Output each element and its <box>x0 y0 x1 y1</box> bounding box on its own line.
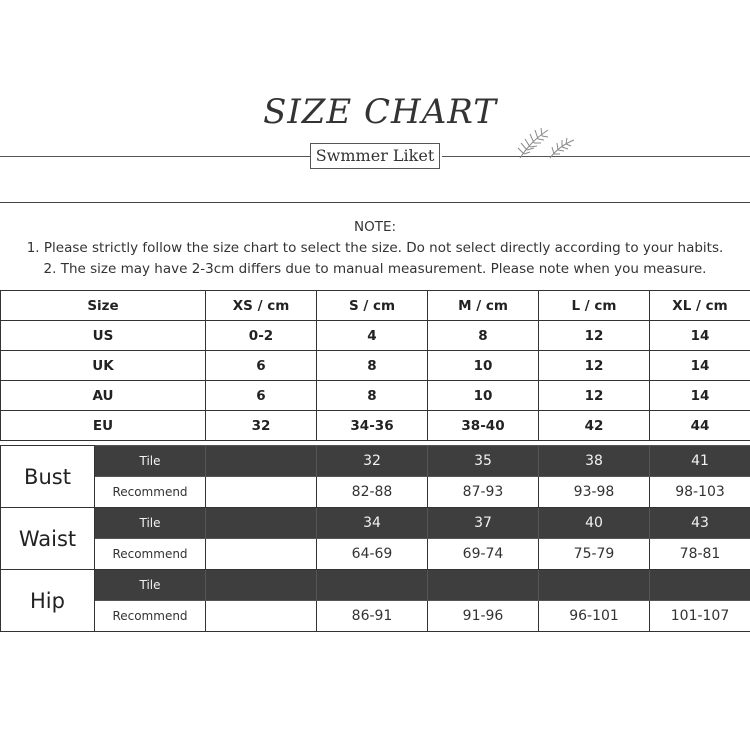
value-cell: 75-79 <box>539 539 650 570</box>
table-row <box>1 508 750 539</box>
body-part-label: Hip <box>1 570 95 632</box>
size-cell: 8 <box>428 321 539 351</box>
region-cell: EU <box>1 411 206 441</box>
note-heading: NOTE: <box>353 219 397 235</box>
value-cell <box>650 570 750 601</box>
size-cell: 12 <box>539 381 650 411</box>
table-row <box>1 477 750 508</box>
tile-label: Tile <box>95 446 206 477</box>
value-cell: 98-103 <box>650 477 750 508</box>
size-cell: 4 <box>317 321 428 351</box>
header-cell: L / cm <box>539 291 650 321</box>
size-cell: 42 <box>539 411 650 441</box>
value-cell <box>206 508 317 539</box>
value-cell <box>206 570 317 601</box>
value-cell: 38 <box>539 446 650 477</box>
header-cell: S / cm <box>317 291 428 321</box>
measurement-table <box>0 445 750 632</box>
size-conversion-body <box>0 290 750 441</box>
value-cell <box>206 539 317 570</box>
table-row <box>1 381 750 411</box>
size-cell: 10 <box>428 351 539 381</box>
palm-leaf-icon <box>514 126 578 160</box>
value-cell <box>206 601 317 632</box>
size-cell: 12 <box>539 351 650 381</box>
value-cell: 93-98 <box>539 477 650 508</box>
table-row <box>1 446 750 477</box>
size-cell: 38-40 <box>428 411 539 441</box>
value-cell: 87-93 <box>428 477 539 508</box>
header-cell: Size <box>1 291 206 321</box>
note-line-1: 1. Please strictly follow the size chart to select the size. Do not select directly according to your habits. <box>26 240 724 256</box>
size-header-row <box>1 291 750 321</box>
tile-label: Tile <box>95 570 206 601</box>
size-chart-title: SIZE CHART <box>263 92 497 132</box>
value-cell: 82-88 <box>317 477 428 508</box>
value-cell: 86-91 <box>317 601 428 632</box>
body-part-label: Bust <box>1 446 95 508</box>
value-cell: 43 <box>650 508 750 539</box>
size-cell: 34-36 <box>317 411 428 441</box>
size-cell: 8 <box>317 351 428 381</box>
value-cell <box>539 570 650 601</box>
size-cell: 6 <box>206 381 317 411</box>
size-cell: 12 <box>539 321 650 351</box>
value-cell: 40 <box>539 508 650 539</box>
size-cell: 10 <box>428 381 539 411</box>
header-cell: XL / cm <box>650 291 750 321</box>
table-row <box>1 351 750 381</box>
value-cell: 37 <box>428 508 539 539</box>
size-cell: 8 <box>317 381 428 411</box>
value-cell: 101-107 <box>650 601 750 632</box>
value-cell: 34 <box>317 508 428 539</box>
size-cell: 14 <box>650 321 750 351</box>
size-cell: 14 <box>650 351 750 381</box>
body-part-label: Waist <box>1 508 95 570</box>
brand-label: Swmmer Liket <box>310 143 440 169</box>
title-rule-right <box>442 156 750 157</box>
value-cell: 41 <box>650 446 750 477</box>
recommend-label: Recommend <box>95 477 206 508</box>
header-cell: XS / cm <box>206 291 317 321</box>
size-cell: 6 <box>206 351 317 381</box>
value-cell: 69-74 <box>428 539 539 570</box>
size-cell: 14 <box>650 381 750 411</box>
region-cell: US <box>1 321 206 351</box>
value-cell: 91-96 <box>428 601 539 632</box>
note-line-2: 2. The size may have 2-3cm differs due to manual measurement. Please note when you measure. <box>43 261 707 277</box>
section-separator <box>0 202 750 203</box>
recommend-label: Recommend <box>95 539 206 570</box>
value-cell: 64-69 <box>317 539 428 570</box>
region-cell: AU <box>1 381 206 411</box>
table-row <box>1 411 750 441</box>
recommend-label: Recommend <box>95 601 206 632</box>
size-cell: 44 <box>650 411 750 441</box>
tile-label: Tile <box>95 508 206 539</box>
value-cell <box>206 477 317 508</box>
table-row <box>1 570 750 601</box>
value-cell: 32 <box>317 446 428 477</box>
table-row <box>1 321 750 351</box>
value-cell <box>317 570 428 601</box>
value-cell: 35 <box>428 446 539 477</box>
value-cell <box>206 446 317 477</box>
table-row <box>1 601 750 632</box>
header-cell: M / cm <box>428 291 539 321</box>
title-rule-left <box>0 156 310 157</box>
value-cell: 96-101 <box>539 601 650 632</box>
value-cell <box>428 570 539 601</box>
size-cell: 0-2 <box>206 321 317 351</box>
value-cell: 78-81 <box>650 539 750 570</box>
region-cell: UK <box>1 351 206 381</box>
size-cell: 32 <box>206 411 317 441</box>
table-row <box>1 539 750 570</box>
